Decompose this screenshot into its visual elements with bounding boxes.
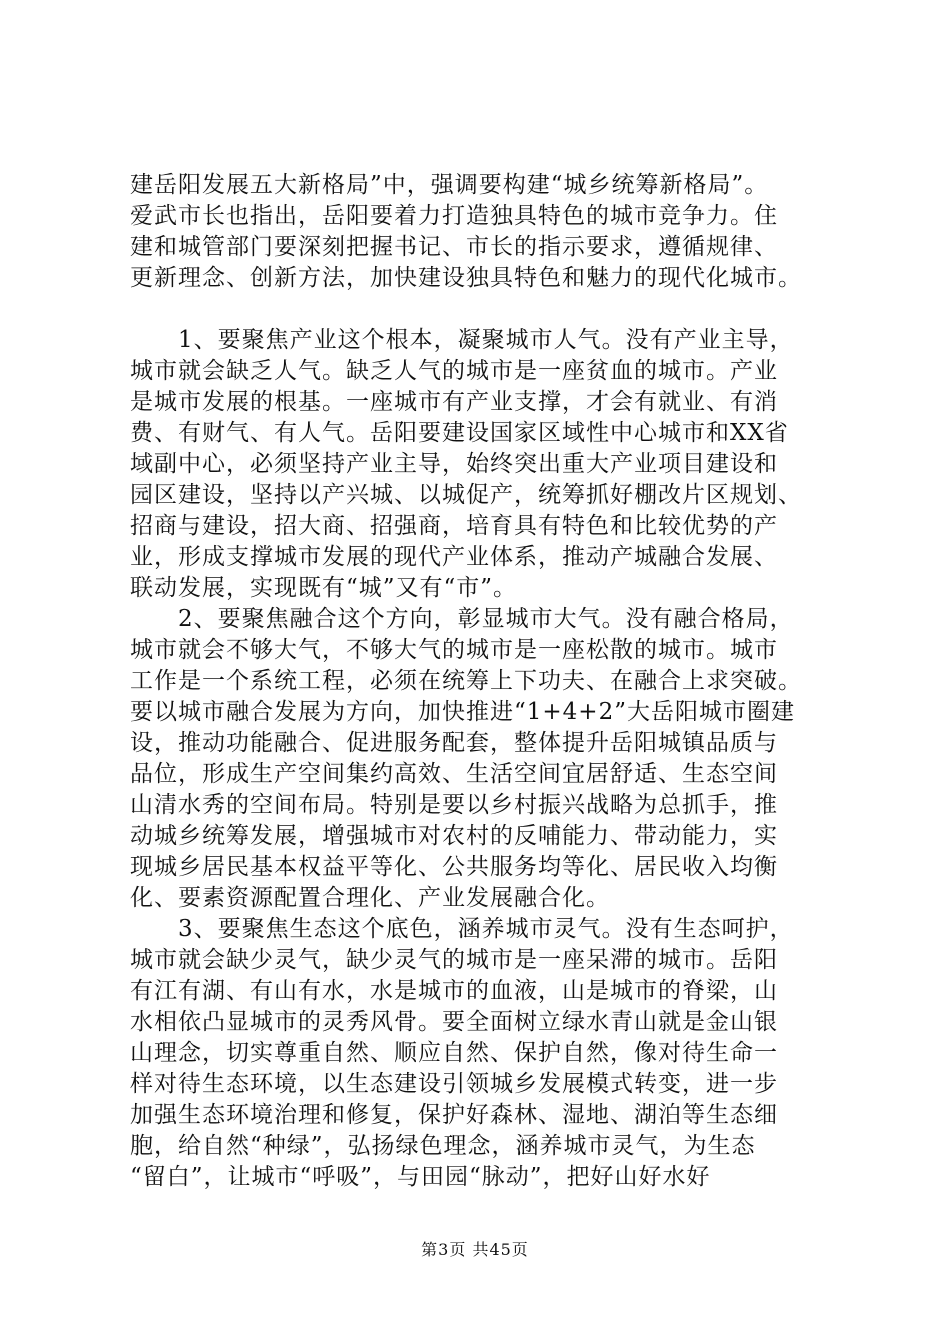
text-line: 园区建设，坚持以产兴城、以城促产，统筹抓好棚改片区规划、: [130, 482, 802, 508]
text-line: 工作是一个系统工程，必须在统筹上下功夫、在融合上求突破。: [130, 668, 802, 694]
text-line: 费、有财气、有人气。岳阳要建设国家区域性中心城市和XX省: [130, 420, 789, 446]
intro-paragraph: [130, 170, 842, 294]
text-line: 爱武市长也指出，岳阳要着力打造独具特色的城市竞争力。住: [130, 203, 778, 229]
text-line: 更新理念、创新方法，加快建设独具特色和魅力的现代化城市。: [130, 265, 802, 291]
text-line: 山清水秀的空间布局。特别是要以乡村振兴战略为总抓手，推: [130, 792, 778, 818]
text-line: 2、要聚焦融合这个方向，彰显城市大气。没有融合格局，: [130, 606, 794, 632]
text-line: 样对待生态环境，以生态建设引领城乡发展模式转变，进一步: [130, 1071, 778, 1097]
document-body: [130, 170, 842, 1193]
text-line: 加强生态环境治理和修复，保护好森林、湿地、湖泊等生态细: [130, 1102, 778, 1128]
paragraph-3: [130, 914, 842, 1193]
text-line: 胞，给自然“种绿”，弘扬绿色理念，涵养城市灵气，为生态: [130, 1133, 756, 1159]
text-line: 城市就会不够大气，不够大气的城市是一座松散的城市。城市: [130, 637, 778, 663]
text-line: 建和城管部门要深刻把握书记、市长的指示要求，遵循规律、: [130, 234, 778, 260]
text-line: 业，形成支撑城市发展的现代产业体系，推动产城融合发展、: [130, 544, 778, 570]
text-line: 山理念，切实尊重自然、顺应自然、保护自然，像对待生命一: [130, 1040, 778, 1066]
text-line: 建岳阳发展五大新格局”中，强调要构建“城乡统筹新格局”。: [130, 172, 769, 198]
text-line: 联动发展，实现既有“城”又有“市”。: [130, 575, 518, 601]
text-line: “留白”，让城市“呼吸”，与田园“脉动”，把好山好水好: [130, 1164, 711, 1190]
text-line: 设，推动功能融合、促进服务配套，整体提升岳阳城镇品质与: [130, 730, 778, 756]
text-line: 化、要素资源配置合理化、产业发展融合化。: [130, 885, 610, 911]
text-line: 现城乡居民基本权益平等化、公共服务均等化、居民收入均衡: [130, 854, 778, 880]
text-line: 有江有湖、有山有水，水是城市的血液，山是城市的脊梁，山: [130, 978, 778, 1004]
paragraph-2: [130, 604, 842, 914]
text-line: 城市就会缺少灵气，缺少灵气的城市是一座呆滞的城市。岳阳: [130, 947, 778, 973]
text-line: 品位，形成生产空间集约高效、生活空间宜居舒适、生态空间: [130, 761, 778, 787]
text-line: 1、要聚焦产业这个根本，凝聚城市人气。没有产业主导，: [130, 327, 794, 353]
text-line: 水相依凸显城市的灵秀风骨。要全面树立绿水青山就是金山银: [130, 1009, 778, 1035]
text-line: 要以城市融合发展为方向，加快推进“1+4+2”大岳阳城市圈建: [130, 699, 795, 725]
text-line: 是城市发展的根基。一座城市有产业支撑，才会有就业、有消: [130, 389, 778, 415]
text-line: 3、要聚焦生态这个底色，涵养城市灵气。没有生态呵护，: [130, 916, 794, 942]
text-line: 城市就会缺乏人气。缺乏人气的城市是一座贫血的城市。产业: [130, 358, 778, 384]
text-line: 域副中心，必须坚持产业主导，始终突出重大产业项目建设和: [130, 451, 778, 477]
text-line: 动城乡统筹发展，增强城市对农村的反哺能力、带动能力，实: [130, 823, 778, 849]
paragraph-1: [130, 325, 842, 604]
page-number-footer: 第3页 共45页: [421, 1240, 529, 1259]
paragraph-gap: [130, 294, 842, 325]
text-line: 招商与建设，招大商、招强商，培育具有特色和比较优势的产: [130, 513, 778, 539]
